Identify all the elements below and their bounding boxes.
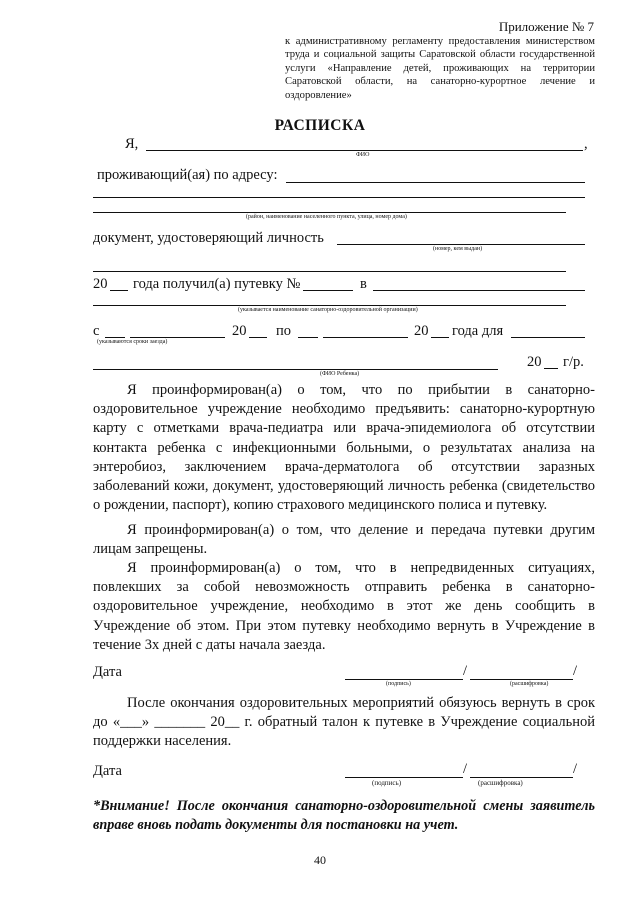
to-day-field[interactable] [298,337,318,338]
paragraph-3: Я проинформирован(а) о том, что в непредвиденных ситуациях, повлекших за собой невозможность отправить ребенка в санаторно-оздоровительное учреждение, необходимо в этот же день сообщить в Учреждение об этом. При этом путевку необходимо вернуть в Учреждение в течение 3х дней с даты начала заезда. [93,560,595,653]
year2-label: 20 [232,323,247,339]
appendix-body: к административному регламенту предоставления министерством труда и социальной защиты Саратовской области государственной услуги «Направление детей, проживающих на территории Саратовской области, на санаторно-курортное лечение и оздоровление» [285,36,595,101]
id-doc-field[interactable] [337,244,585,245]
paragraph-4: После окончания оздоровительных мероприятий обязуюсь вернуть в срок до «___» _______ 20__ г. обратный талон к путевке в Учреждение социальной поддержки населения. [93,695,595,750]
sign-hint-1: (подпись) [386,681,411,687]
signature-slash-1: / [463,663,468,679]
address-hint: (район, наименование населенного пункта, улица, номер дома) [246,214,407,220]
birth-suffix: г/р. [563,354,584,370]
signature-field-2[interactable] [345,777,463,778]
to-month-field[interactable] [323,337,408,338]
year-field[interactable] [110,290,128,291]
to-label: по [276,323,292,339]
appendix-title: Приложение № 7 [498,19,594,34]
signature-slash-2: / [463,761,468,777]
child-hint: (ФИО Ребенка) [320,371,360,377]
id-doc-label: документ, удостоверяющий личность [93,230,324,246]
birth-year-label: 20 [527,354,542,370]
i-label: Я, [125,136,139,152]
signature-field-1[interactable] [345,679,463,680]
address-field-1[interactable] [286,182,585,183]
address-field-2[interactable] [93,197,585,198]
date-label-1: Дата [93,664,122,680]
address-field-3[interactable] [93,212,566,213]
document-title: РАСПИСКА [274,117,366,134]
address-label: проживающий(ая) по адресу: [97,167,278,183]
page-number: 40 [314,853,326,867]
signature-end-slash-1: / [573,663,578,679]
paragraph-1: Я проинформирован(а) о том, что по прибытии в санаторно-оздоровительное учреждение необходимо предъявить: санаторно-курортную карту с отметками врача-педиатра или врача-эпидемиолога об отсутствии контакта ребенка с инфекционными больными, о результатах анализа на энтеробиоз, заключением врача-дерматолога об отсутствии заразных заболеваний кожи, документ, удостоверяющий личность ребенка (свидетельство о рождении, паспорт), копию страхового медицинского полиса и путевку. [93,382,595,514]
received-text: года получил(а) путевку № [133,276,301,292]
warning-note: *Внимание! После окончания санаторно-оздоровительной смены заявитель вправе вновь подать документы для постановки на учет. [93,798,595,833]
id-doc-field-2[interactable] [93,271,566,272]
voucher-number-field[interactable] [303,290,353,291]
fio-hint: ФИО [356,152,370,158]
year2-field[interactable] [249,337,267,338]
from-day-field[interactable] [105,337,125,338]
signature-end-slash-2: / [573,761,578,777]
birth-year-field[interactable] [544,368,558,369]
year3-label: 20 [414,323,429,339]
dates-hint: (указываются сроки заезда) [97,339,168,345]
in-text: в [360,276,367,292]
sanatorium-hint: (указывается наименование санаторно-оздоровительной организации) [238,307,418,313]
child-field-1[interactable] [511,337,585,338]
decode-field-2[interactable] [470,777,573,778]
fio-field[interactable] [146,150,583,151]
sanatorium-field[interactable] [373,290,585,291]
decode-field-1[interactable] [470,679,573,680]
decode-hint-2: (расшифровка) [478,779,523,787]
paragraph-2: Я проинформирован(а) о том, что деление и передача путевки другим лицам запрещены. [93,522,595,558]
decode-hint-1: (расшифровка) [510,681,549,687]
from-label: с [93,323,100,339]
sanatorium-field-2[interactable] [93,305,566,306]
sign-hint-2: (подпись) [372,779,402,787]
from-month-field[interactable] [130,337,225,338]
date-label-2: Дата [93,763,122,779]
i-end-comma: , [584,136,588,152]
year-prefix: 20 [93,276,108,292]
child-name-field[interactable] [93,369,498,370]
id-doc-hint: (номер, кем выдан) [433,246,483,252]
year3-field[interactable] [431,337,449,338]
for-year-label: года для [452,323,504,339]
